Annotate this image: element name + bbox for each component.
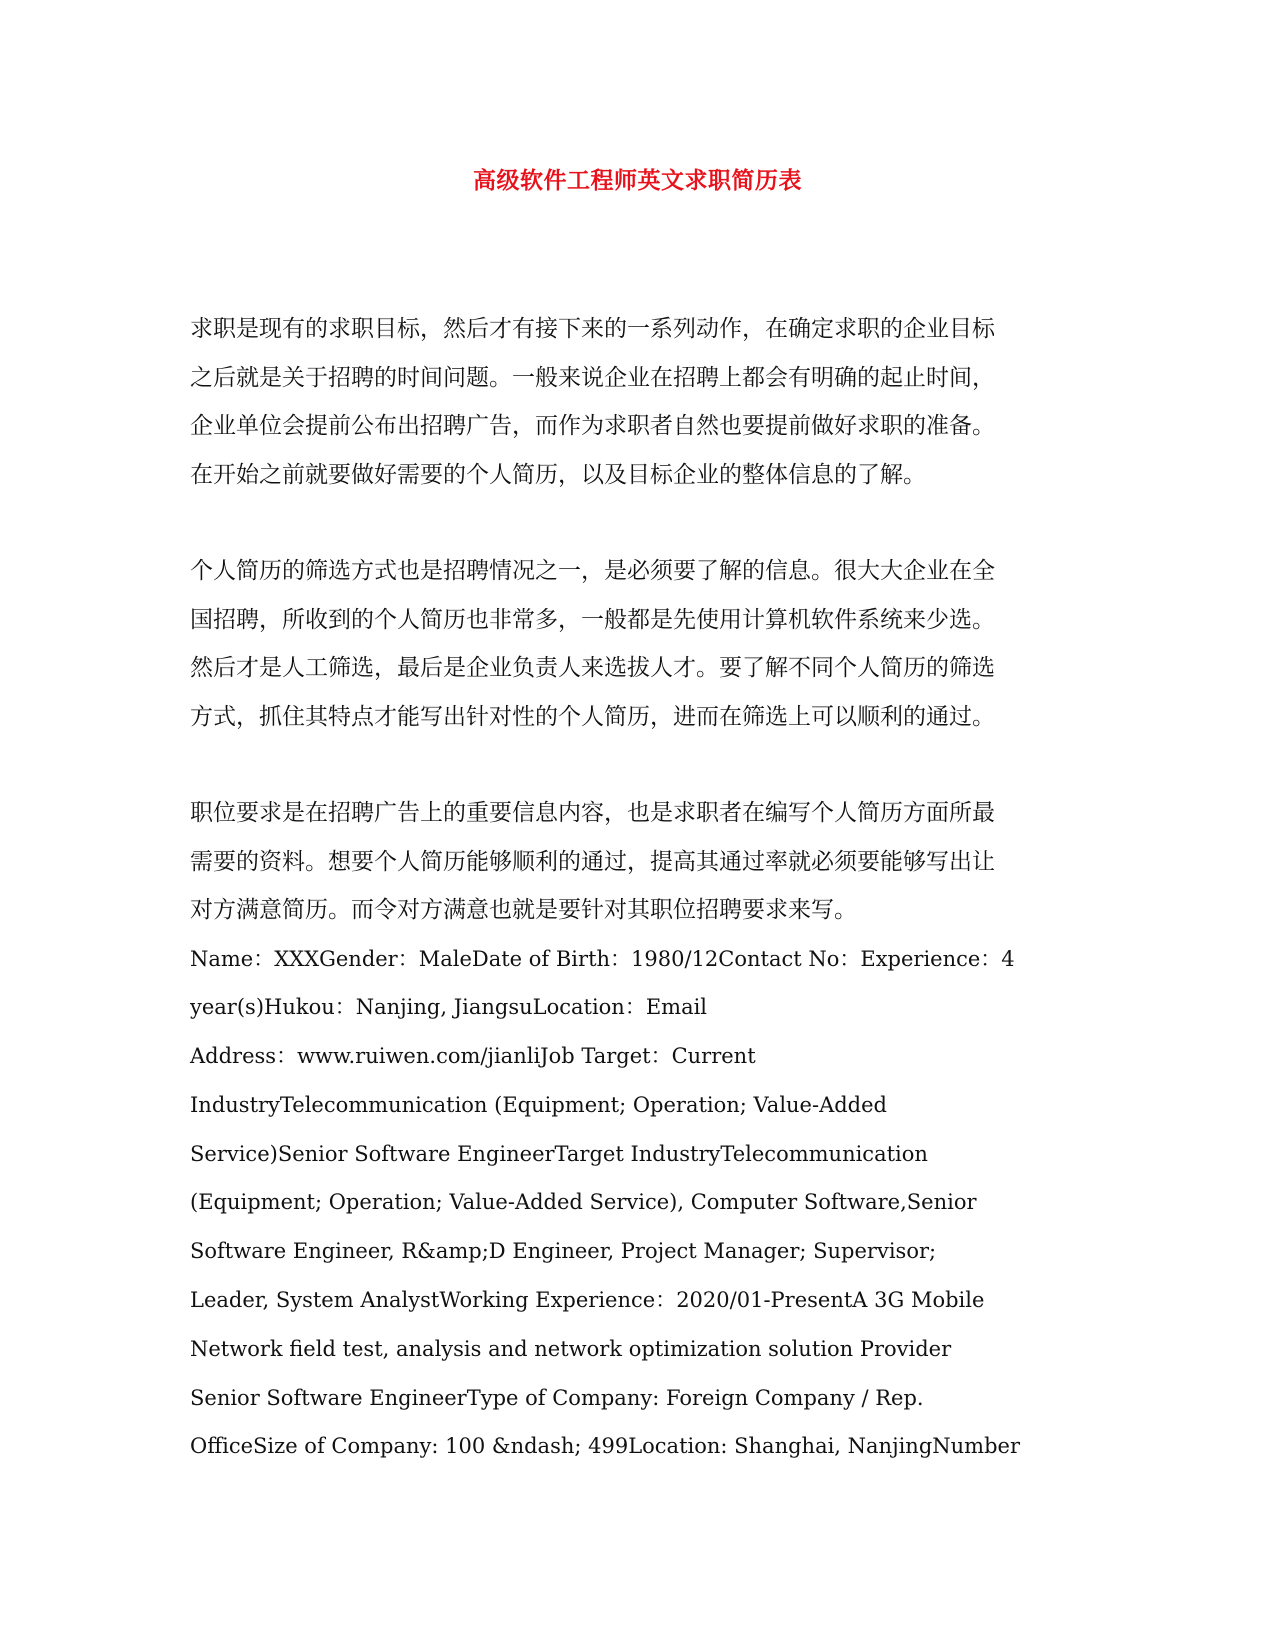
document-body <box>190 305 1090 1471</box>
paragraph-line: 然后才是人工筛选，最后是企业负责人来选拔人才。要了解不同个人简历的筛选 <box>190 655 995 681</box>
paragraph-line: 之后就是关于招聘的时间问题。一般来说企业在招聘上都会有明确的起止时间， <box>190 364 995 391</box>
resume-line: Network field test, analysis and network optimization solution Provider <box>190 1336 952 1361</box>
paragraph-line: 求职是现有的求职目标，然后才有接下来的一系列动作，在确定求职的企业目标 <box>190 316 995 342</box>
paragraph-line: 国招聘，所收到的个人简历也非常多，一般都是先使用计算机软件系统来少选。 <box>190 606 995 633</box>
paragraph-line: 职位要求是在招聘广告上的重要信息内容，也是求职者在编写个人简历方面所最 <box>190 800 995 826</box>
paragraph-1 <box>190 305 1090 499</box>
resume-line: year(s)Hukou：Nanjing, JiangsuLocation：Email <box>190 995 708 1020</box>
paragraph-gap <box>190 741 1090 789</box>
resume-line: Senior Software EngineerType of Company: Foreign Company / Rep. <box>190 1385 924 1410</box>
resume-line: (Equipment; Operation; Value-Added Service), Computer Software,Senior <box>190 1190 977 1215</box>
resume-line: IndustryTelecommunication (Equipment; Operation; Value-Added <box>190 1092 887 1117</box>
paragraph-gap <box>190 499 1090 547</box>
resume-line: Address：www.ruiwen.com/jianliJob Target：Current <box>190 1044 756 1069</box>
paragraph-3 <box>190 789 1090 935</box>
resume-text <box>190 935 1090 1472</box>
document-title: 高级软件工程师英文求职简历表 <box>473 167 802 194</box>
paragraph-2 <box>190 547 1090 741</box>
resume-line: Leader, System AnalystWorking Experience：2020/01-PresentA 3G Mobile <box>190 1288 985 1313</box>
paragraph-line: 个人简历的筛选方式也是招聘情况之一，是必须要了解的信息。很大大企业在全 <box>190 558 995 584</box>
resume-line: Software Engineer, R&amp;D Engineer, Project Manager; Supervisor; <box>190 1239 937 1264</box>
paragraph-line: 对方满意简历。而令对方满意也就是要针对其职位招聘要求来写。 <box>190 897 857 923</box>
paragraph-line: 需要的资料。想要个人简历能够顺利的通过，提高其通过率就必须要能够写出让 <box>190 848 995 875</box>
paragraph-line: 方式，抓住其特点才能写出针对性的个人简历，进而在筛选上可以顺利的通过。 <box>190 703 995 730</box>
paragraph-line: 在开始之前就要做好需要的个人简历，以及目标企业的整体信息的了解。 <box>190 461 926 488</box>
resume-line: Service)Senior Software EngineerTarget IndustryTelecommunication <box>190 1141 928 1166</box>
resume-line: OfficeSize of Company: 100 &ndash; 499Location: Shanghai, NanjingNumber <box>190 1434 1020 1459</box>
resume-line: Name：XXXGender：MaleDate of Birth：1980/12Contact No：Experience：4 <box>190 946 1015 971</box>
paragraph-line: 企业单位会提前公布出招聘广告，而作为求职者自然也要提前做好求职的准备。 <box>190 413 995 439</box>
